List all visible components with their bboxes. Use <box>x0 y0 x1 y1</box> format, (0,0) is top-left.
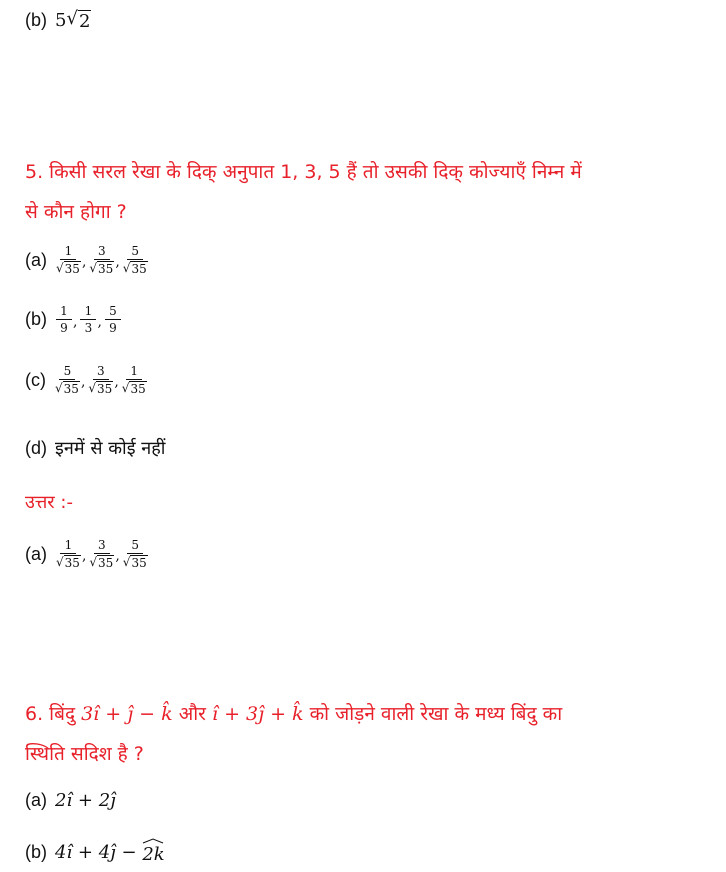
comma-separator: , <box>114 374 119 391</box>
square-root <box>56 555 81 570</box>
comma-separator: , <box>81 548 87 565</box>
widehat-icon <box>142 838 164 844</box>
comma-separator: , <box>115 548 120 565</box>
q6-option-b <box>25 840 165 865</box>
radicand: 35 <box>97 382 113 397</box>
radicand: 35 <box>64 262 80 277</box>
square-root <box>55 381 80 396</box>
option-label: (a) <box>25 249 47 270</box>
fraction-numerator: 5 <box>105 304 121 320</box>
q5-option-b <box>25 304 122 336</box>
option-expression: 2î + 2ĵ <box>55 790 116 811</box>
fraction-denominator <box>123 260 148 276</box>
radicand: 35 <box>63 382 79 397</box>
radical-sign: √ <box>122 261 131 276</box>
square-root <box>123 555 148 570</box>
answer-heading: उत्तर :- <box>25 492 73 513</box>
q6-vector-2: î + 3ĵ + k̂ <box>211 703 304 725</box>
fraction-denominator: 3 <box>84 321 93 336</box>
fraction <box>89 538 114 571</box>
radical-sign: √ <box>88 381 97 396</box>
option-label: (d) <box>25 437 47 458</box>
square-root <box>122 381 147 396</box>
option-label: (a) <box>25 790 47 810</box>
option-expression <box>55 244 149 277</box>
option-label: (b) <box>25 842 47 862</box>
prev-option-b <box>25 8 91 32</box>
fraction <box>56 304 72 336</box>
fraction <box>55 364 80 397</box>
comma-separator: , <box>73 313 78 330</box>
fraction-numerator: 5 <box>59 364 75 380</box>
comma-separator: , <box>97 313 102 330</box>
fraction <box>123 244 148 277</box>
fraction-numerator: 3 <box>93 364 109 380</box>
fraction <box>89 244 114 277</box>
fraction <box>123 538 148 571</box>
question-5-line-1: 5. किसी सरल रेखा के दिक् अनुपात 1, 3, 5 हैं तो उसकी दिक् कोज्याएँ निम्न में <box>25 161 582 183</box>
fraction <box>88 364 113 397</box>
fraction-numerator: 1 <box>60 244 76 260</box>
fraction-numerator: 3 <box>94 244 110 260</box>
comma-separator: , <box>81 254 87 271</box>
coefficient: 5 <box>55 9 67 31</box>
fraction-denominator: 9 <box>60 321 68 336</box>
radicand: 35 <box>98 262 114 277</box>
q6-suffix: को जोड़ने वाली रेखा के मध्य बिंदु का <box>309 703 563 725</box>
radicand: 35 <box>131 556 147 571</box>
q6-option-a <box>25 790 116 811</box>
radical-sign: √ <box>56 261 64 276</box>
square-root <box>56 261 81 276</box>
fraction <box>122 364 147 397</box>
fraction-numerator: 1 <box>80 304 96 320</box>
radicand: 2 <box>78 11 91 32</box>
option-label: (b) <box>25 9 47 30</box>
radical-sign: √ <box>122 555 131 570</box>
q6-prefix: 6. बिंदु <box>25 703 76 725</box>
fraction-denominator: 9 <box>109 321 117 336</box>
fraction-numerator: 1 <box>60 538 76 554</box>
radical-sign: √ <box>56 555 64 570</box>
fraction <box>56 244 81 277</box>
fraction-denominator <box>56 554 81 570</box>
option-expression <box>55 8 91 32</box>
radical-sign: √ <box>89 555 98 570</box>
q6-vector-1: 3î + ĵ − k̂ <box>81 703 173 725</box>
fraction-denominator <box>89 554 114 570</box>
q5-option-c <box>25 364 148 397</box>
radicand: 35 <box>130 382 146 397</box>
q5-answer <box>25 538 149 571</box>
fraction-numerator: 5 <box>127 244 143 260</box>
widehat-term <box>142 840 164 865</box>
expression-main: 4î + 4ĵ − <box>55 842 137 863</box>
fraction-numerator: 1 <box>126 364 142 380</box>
fraction-numerator: 5 <box>127 538 143 554</box>
question-6-line-1 <box>25 700 562 726</box>
radical-sign: √ <box>55 381 63 396</box>
question-5-line-2: से कौन होगा ? <box>25 201 127 223</box>
fraction-denominator <box>123 554 148 570</box>
option-expression <box>55 840 165 865</box>
fraction-denominator <box>56 260 81 276</box>
fraction-denominator <box>55 380 80 396</box>
option-expression <box>55 538 149 571</box>
fraction-denominator <box>89 260 114 276</box>
fraction-denominator <box>88 380 113 396</box>
comma-separator: , <box>80 374 86 391</box>
fraction <box>105 304 121 336</box>
square-root <box>89 555 114 570</box>
radicand: 35 <box>64 556 80 571</box>
radicand: 35 <box>131 262 147 277</box>
radical-sign: √ <box>66 8 78 29</box>
option-expression <box>55 304 122 336</box>
question-6-line-2: स्थिति सदिश है ? <box>25 743 144 765</box>
option-expression <box>54 364 148 397</box>
q5-option-d <box>25 436 165 460</box>
option-label: (b) <box>25 309 47 330</box>
widehat-body: 2k <box>142 844 165 865</box>
option-label: (a) <box>25 543 47 564</box>
radical-sign: √ <box>89 261 98 276</box>
fraction <box>56 538 81 571</box>
radical-sign: √ <box>121 381 130 396</box>
fraction <box>80 304 96 336</box>
option-label: (c) <box>25 369 46 390</box>
q6-joiner: और <box>178 703 206 725</box>
q5-option-a <box>25 244 149 277</box>
square-root <box>66 8 91 32</box>
radicand: 35 <box>98 556 114 571</box>
square-root <box>88 381 113 396</box>
comma-separator: , <box>115 254 120 271</box>
fraction-denominator <box>122 380 147 396</box>
fraction-numerator: 1 <box>56 304 72 320</box>
option-text: इनमें से कोई नहीं <box>55 438 166 459</box>
square-root <box>123 261 148 276</box>
square-root <box>89 261 114 276</box>
fraction-numerator: 3 <box>94 538 110 554</box>
